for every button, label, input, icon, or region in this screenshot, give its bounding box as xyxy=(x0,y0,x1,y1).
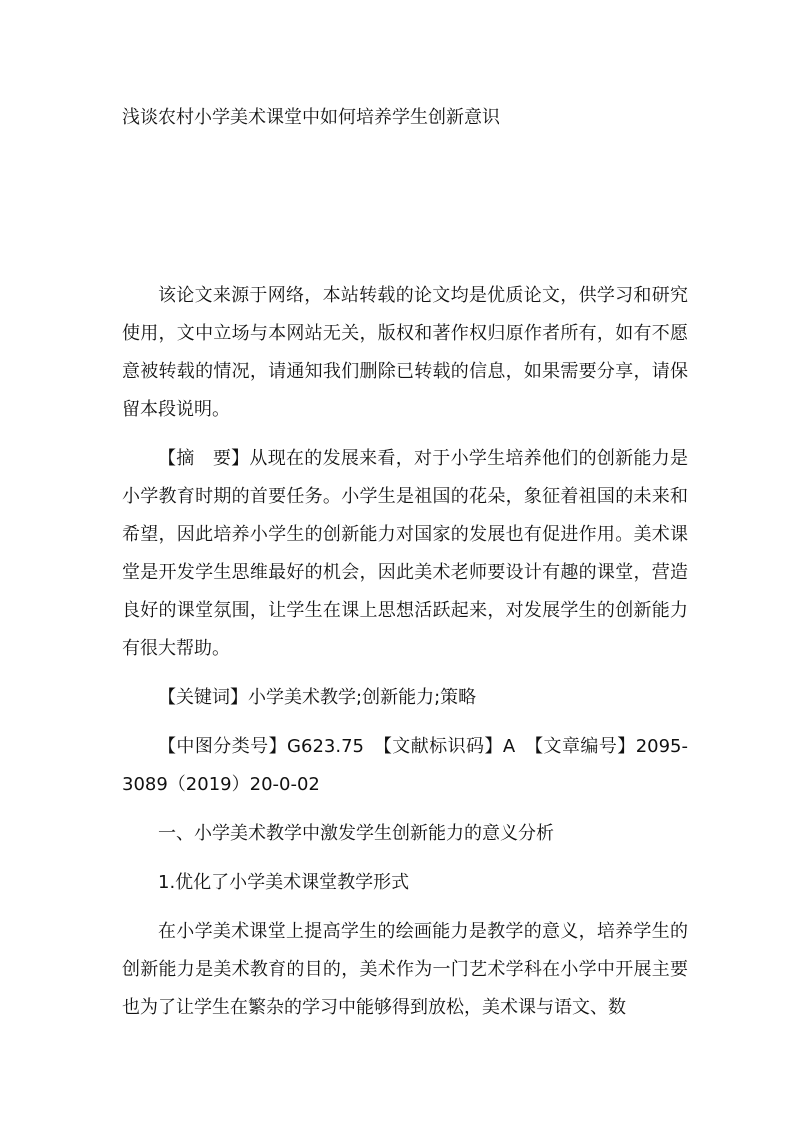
subsection-heading-1-1: 1.优化了小学美术课堂教学形式 xyxy=(158,872,410,893)
document-title: 浅谈农村小学美术课堂中如何培养学生创新意识 xyxy=(122,107,500,128)
paragraph-keywords: 【关键词】小学美术教学;创新能力;策略 xyxy=(158,687,477,708)
paragraph-body-1: 在小学美术课堂上提高学生的绘画能力是教学的意义，培养学生的创新能力是美术教育的目的，美术作为一门艺术学科在小学中开展主要也为了让学生在繁杂的学习中能够得到放松，美术课与语文、数 xyxy=(122,921,688,1018)
section-heading-1: 一、小学美术教学中激发学生创新能力的意义分析 xyxy=(158,823,554,844)
paragraph-source-notice: 该论文来源于网络，本站转载的论文均是优质论文，供学习和研究使用，文中立场与本网站无关，版权和著作权归原作者所有，如有不愿意被转载的情况，请通知我们删除已转载的信息，如果需要分享，请保留本段说明。 xyxy=(122,285,688,420)
paragraph-abstract: 【摘 要】从现在的发展来看，对于小学生培养他们的创新能力是小学教育时期的首要任务。小学生是祖国的花朵，象征着祖国的未来和希望，因此培养小学生的创新能力对国家的发展也有促进作用。美术课堂是开发学生思维最好的机会，因此美术老师要设计有趣的课堂，营造良好的课堂氛围，让学生在课上思想活跃起来，对发展学生的创新能力有很大帮助。 xyxy=(122,448,688,659)
document-body xyxy=(122,277,688,1038)
paragraph-classification: 【中图分类号】G623.75 【文献标识码】A 【文章编号】2095-3089（2019）20-0-02 xyxy=(122,736,688,795)
